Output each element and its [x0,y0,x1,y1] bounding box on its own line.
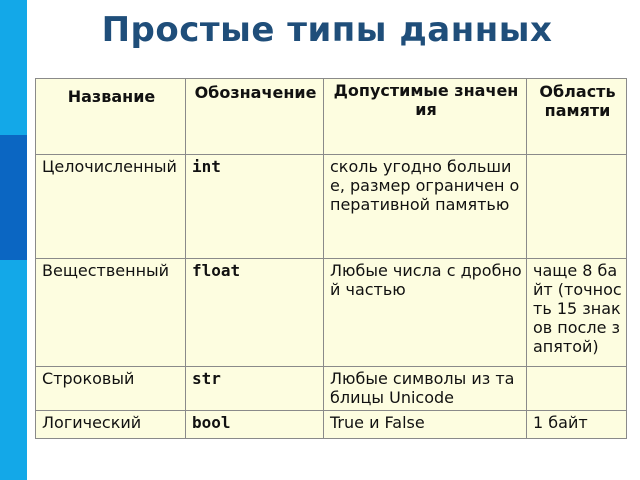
sidebar-segment-middle [0,135,27,260]
cell-memory: 1 байт [527,411,627,439]
header-memory: Область памяти [527,79,627,155]
cell-designation: float [186,259,324,367]
cell-designation: bool [186,411,324,439]
data-types-table [35,78,627,439]
cell-values: Любые символы из таблицы Unicode [324,367,527,411]
table-row [36,155,627,259]
sidebar-segment-bottom [0,260,27,480]
slide-title: Простые типы данных [101,10,553,50]
cell-designation: str [186,367,324,411]
cell-values: True и False [324,411,527,439]
cell-memory [527,367,627,411]
cell-name: Вещественный [36,259,186,367]
table-header-row [36,79,627,155]
cell-name: Целочисленный [36,155,186,259]
header-values: Допустимые значения [324,79,527,155]
cell-designation: int [186,155,324,259]
header-name: Название [36,79,186,155]
decorative-sidebar [0,0,27,480]
header-designation: Обозначение [186,79,324,155]
sidebar-segment-top [0,0,27,135]
table-row [36,259,627,367]
table-row [36,367,627,411]
cell-name: Строковый [36,367,186,411]
cell-memory [527,155,627,259]
cell-values: сколь угодно большие, размер ограничен оперативной памятью [324,155,527,259]
cell-memory: чаще 8 байт (точность 15 знаков после запятой) [527,259,627,367]
cell-values: Любые числа с дробной частью [324,259,527,367]
table-row [36,411,627,439]
cell-name: Логический [36,411,186,439]
